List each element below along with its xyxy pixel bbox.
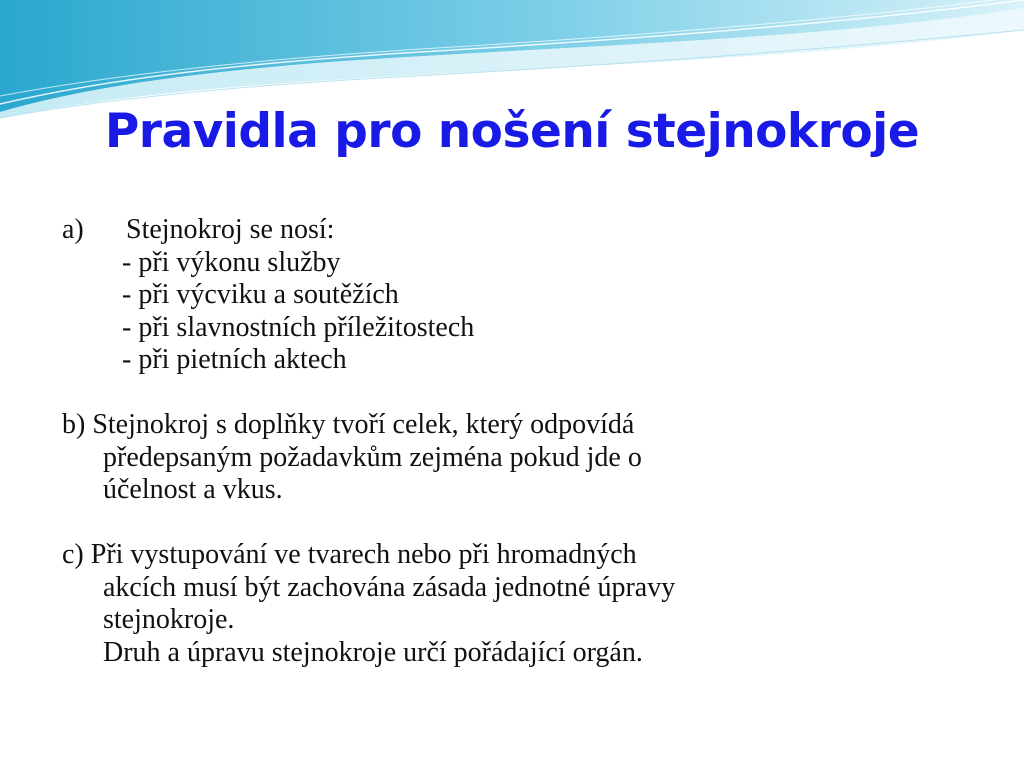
section-c-line: stejnokroje. bbox=[103, 604, 235, 635]
section-a-item: - při výcviku a soutěžích bbox=[122, 279, 399, 310]
slide-body bbox=[62, 214, 962, 669]
section-c-line: Druh a úpravu stejnokroje určí pořádající orgán. bbox=[103, 636, 643, 668]
section-a-heading: Stejnokroj se nosí: bbox=[126, 214, 335, 245]
section-b-line: předepsaným požadavkům zejména pokud jde o bbox=[103, 441, 642, 473]
section-b-line: b) Stejnokroj s doplňky tvoří celek, který odpovídá bbox=[62, 409, 635, 440]
paragraph-gap bbox=[62, 377, 962, 410]
section-c-line: akcích musí být zachována zásada jednotné úpravy bbox=[103, 571, 676, 603]
section-a-item: - při slavnostních příležitostech bbox=[122, 311, 475, 343]
section-a-marker: a) bbox=[62, 214, 84, 245]
section-a-item: - při pietních aktech bbox=[122, 344, 347, 375]
section-a-heading-line bbox=[62, 214, 962, 247]
slide-title: Pravidla pro nošení stejnokroje bbox=[104, 104, 920, 159]
section-a-item: - při výkonu služby bbox=[122, 246, 341, 278]
paragraph-gap bbox=[62, 507, 962, 540]
section-b-line: účelnost a vkus. bbox=[103, 474, 283, 505]
section-c-line: c) Při vystupování ve tvarech nebo při hromadných bbox=[62, 539, 637, 570]
